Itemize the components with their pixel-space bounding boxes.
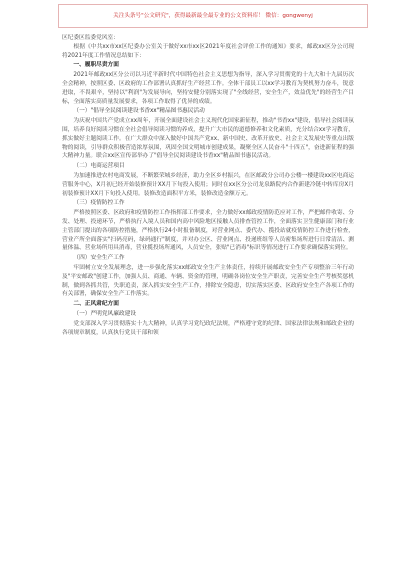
greeting-line: 区纪委区监委党风室： [62, 35, 119, 41]
subheading-2-1: （一）严明党风廉政建设 [73, 310, 136, 317]
subheading-1-1: （一）"倡导全民阅读建设书香xx"精品图书惠民活动 [73, 108, 205, 115]
subsection-1-4-paragraph: 牢固树立安全发展理念，进一步强化落实xx邮政安全生产主体责任，持续开展邮政安全生产专项整治三年行动及"平安邮政"创建工作，加强人员、商通、车辆、资金的管理，明确各岗位安全生产职责，完善安全生产考核奖惩机制，做到各抓共管，失职追责，深入抓实安全生产工作，排除安全隐患，切实落实区委、区政府安全生产各项工作的有关部署，确保安全生产工作落实。 [62, 264, 354, 298]
subsection-2-1-paragraph: 党支部深入学习贯彻落实十九大精神，认真学习党纪政纪法规，严格遵守党的纪律、国家法律法规和邮政企业的各项规章制度，认真执行党员干部和领 [62, 320, 354, 336]
subheading-1-3: （三）疫情防控工作 [73, 200, 125, 207]
subsection-1-2-paragraph: 为加速推进农村电商发展，不断繁荣城乡经济，助力全区乡村振兴，在区邮政分公司办公楼一楼建设xx区电商运营服务中心，X月初已经开始装修预计XX月下旬投入使用；同时在xx区分公司龙泉路院内合作新建冷链中转库房X月初装修预计XX月下旬投入使用。装修改造面积平方米，装修改造金额万元。 [62, 172, 354, 197]
document-body [62, 34, 354, 337]
subheading-1-2: （二）电商运营项目 [73, 163, 125, 170]
top-banner: 关注头条号"公文研究"，获得最新最全最专业的公文资料库！ 微信：gongwenyj [58, 4, 368, 28]
section-1-paragraph: 2021年邮政xx区分公司以习近平新时代中国特色社会主义思想为指导，深入学习贯彻党的十九大和十九届历次全会精神，按照区委、区政府的工作部署认真抓好生产经营工作。全体干部员工以xx学习教育为契机努力奋斗，锐意进取，不畏艰辛，坚持以"利润"为发展导向，坚持安健分别落实现了"全线经营，安全生产，效益优先"的经营生产目标，全面落实高质量发展要求，各项工作取得了优异的成绩。 [62, 72, 354, 105]
intro-paragraph: 根据《中共xx市xx区纪委办公室关于做好xx市xx区2021年度社会评价工作的通知》要求，邮政xx区分公司现将2021年度工作情况总结如下： [62, 43, 354, 59]
section-heading-2: 二、正风肃纪方面 [73, 301, 119, 308]
subsection-1-3-paragraph: 严格按照区委、区政府和疫情防控工作指挥部工作要求，全力做好xx邮政疫情防范应对工作，严把邮件收寄、分发、处理、投递环节，严格执行入境人员和国内高中风险地区接触人员排查管控工作，全面落实卫生健康部门和行业主管部门提出的各项防控措施，严格执行24小时报备制度，对营业网点、委代办、揽投站就疫情防控工作进行检查，营业产所全面落实"扫码亮码，绿码通行"制度，并对办公区、营业网点、投递班组等人员密集场所进行日常清洁、测量体温、营业场所用具消毒，营业揽投场所通风，人员安全，张贴"已消毒"标识等情况进行工作要求确保落实到位。 [62, 210, 354, 252]
subsection-1-1-paragraph: 为庆祝中国共产党成立xx周年，开展全面建设社会主义现代化国家新征程，推动"书香xx"建设，倡导社会阅读氛围，培养良好阅读习惯在全社会倡导阅读习惯的养成，提升广大市民的道德修养和文化素质，充分结合xx学习教育，抓实做好主题阅读工作。在广大群众中深入做好中国共产党xx、新中国史、改革开放史、社会主义发展史等重点出版物的阅读，引导群众积极营造浓厚氛围，巩固全国文明城市创建成果，凝聚全区人民奋斗"十四五"，奋进新征程的强大精神力量。联合xx区宣传部举办了"倡导全民阅读建设书香xx"精品图书惠民活动。 [62, 118, 354, 160]
subheading-1-4: （四）安全生产工作 [73, 255, 125, 262]
section-heading-1: 一、履职尽责方面 [73, 62, 119, 69]
